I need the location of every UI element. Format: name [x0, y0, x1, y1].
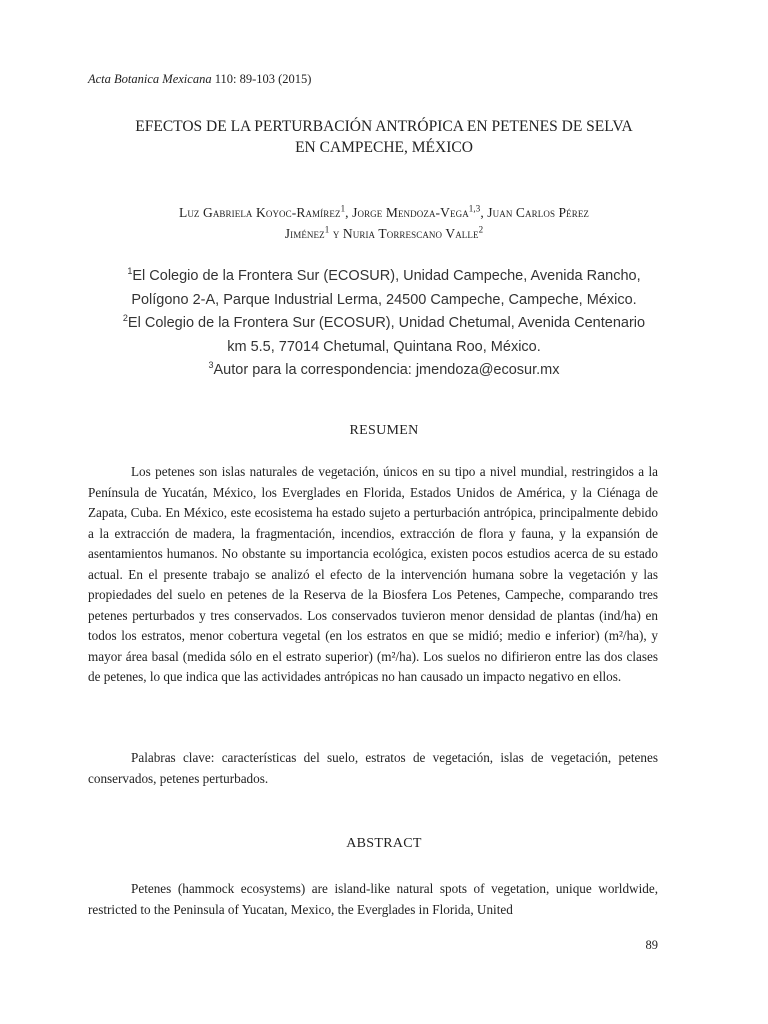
- journal-name: Acta Botanica Mexicana: [88, 72, 212, 86]
- author-name: Jiménez: [284, 226, 325, 241]
- author-name: , Jorge Mendoza-Vega: [345, 205, 469, 220]
- affiliation-text: El Colegio de la Frontera Sur (ECOSUR), Unidad Chetumal, Avenida Centenario: [127, 315, 646, 331]
- affiliations: [60, 265, 708, 383]
- abstract-paragraph: Petenes (hammock ecosystems) are island-like natural spots of vegetation, unique worldwide, restricted to the Peninsula of Yucatan, Mexico, the Everglades in Florida, United: [88, 881, 658, 917]
- journal-volume-pages: 110: 89-103 (2015): [211, 72, 312, 86]
- affiliation-1-line-2: Polígono 2-A, Parque Industrial Lerma, 24500 Campeche, Campeche, México.: [131, 291, 637, 308]
- author-affil-ref: 1: [340, 203, 346, 214]
- affiliation-2-line-1: [60, 312, 708, 336]
- corresponding-author: [60, 359, 708, 383]
- author-name: Luz Gabriela Koyoc-Ramírez: [178, 205, 341, 220]
- author-name: , Juan Carlos Pérez: [480, 205, 590, 220]
- article-title: [60, 116, 708, 158]
- keywords-paragraph: Palabras clave: características del suelo, estratos de vegetación, islas de vegetación, petenes conservados, petenes perturbados.: [88, 750, 658, 786]
- affiliation-marker: 3: [208, 360, 214, 371]
- article-title-line-2: EN CAMPECHE, MÉXICO: [295, 139, 473, 156]
- affiliation-2-line-2: km 5.5, 77014 Chetumal, Quintana Roo, México.: [227, 338, 541, 355]
- affiliation-text: El Colegio de la Frontera Sur (ECOSUR), Unidad Campeche, Avenida Rancho,: [132, 268, 641, 284]
- corresponding-author-email: Autor para la correspondencia: jmendoza@ecosur.mx: [213, 362, 560, 378]
- author-affil-ref: 2: [478, 224, 484, 235]
- author-line-1: [70, 202, 698, 223]
- resumen-paragraph: Los petenes son islas naturales de vegetación, únicos en su tipo a nivel mundial, restringidos a la Península de Yucatán, México, los Everglades en Florida, Estados Unidos de América, y la Ciénaga de Zapata, Cuba. En México, este ecosistema ha estado sujeto a perturbación antrópica, principalmente debido a la extracción de madera, la fragmentación, incendios, extracción de flora y fauna, y la expansión de asentamientos humanos. No obstante su importancia ecológica, existen pocos estudios acerca de su estado actual. En el presente trabajo se analizó el efecto de la intervención humana sobre la vegetación y las propiedades del suelo en petenes de la Reserva de la Biosfera Los Petenes, Campeche, comparando tres petenes perturbados y tres conservados. Los conservados tuvieron menor densidad de plantas (ind/ha) en todos los estratos, menor cobertura vegetal (en los estratos en que se midió; medio e inferior) (m²/ha), y mayor área basal (medida sólo en el estrato superior) (m²/ha). Los suelos no difirieron entre las dos clases de petenes, lo que indica que las actividades antrópicas no han causado un impacto negativo en ellos.: [88, 464, 658, 684]
- affiliation-marker: 1: [127, 266, 133, 277]
- abstract-heading: ABSTRACT: [346, 836, 422, 851]
- author-list: [70, 202, 698, 244]
- author-affil-ref: 1: [324, 224, 330, 235]
- author-affil-ref: 1,3: [468, 203, 481, 214]
- page-number: 89: [645, 938, 658, 952]
- journal-citation: [88, 72, 311, 87]
- author-name: y Nuria Torrescano Valle: [329, 226, 479, 241]
- affiliation-marker: 2: [122, 313, 128, 324]
- author-line-2: [70, 223, 698, 244]
- resumen-heading: RESUMEN: [349, 423, 419, 438]
- affiliation-1-line-1: [60, 265, 708, 289]
- article-title-line-1: EFECTOS DE LA PERTURBACIÓN ANTRÓPICA EN PETENES DE SELVA: [135, 118, 633, 135]
